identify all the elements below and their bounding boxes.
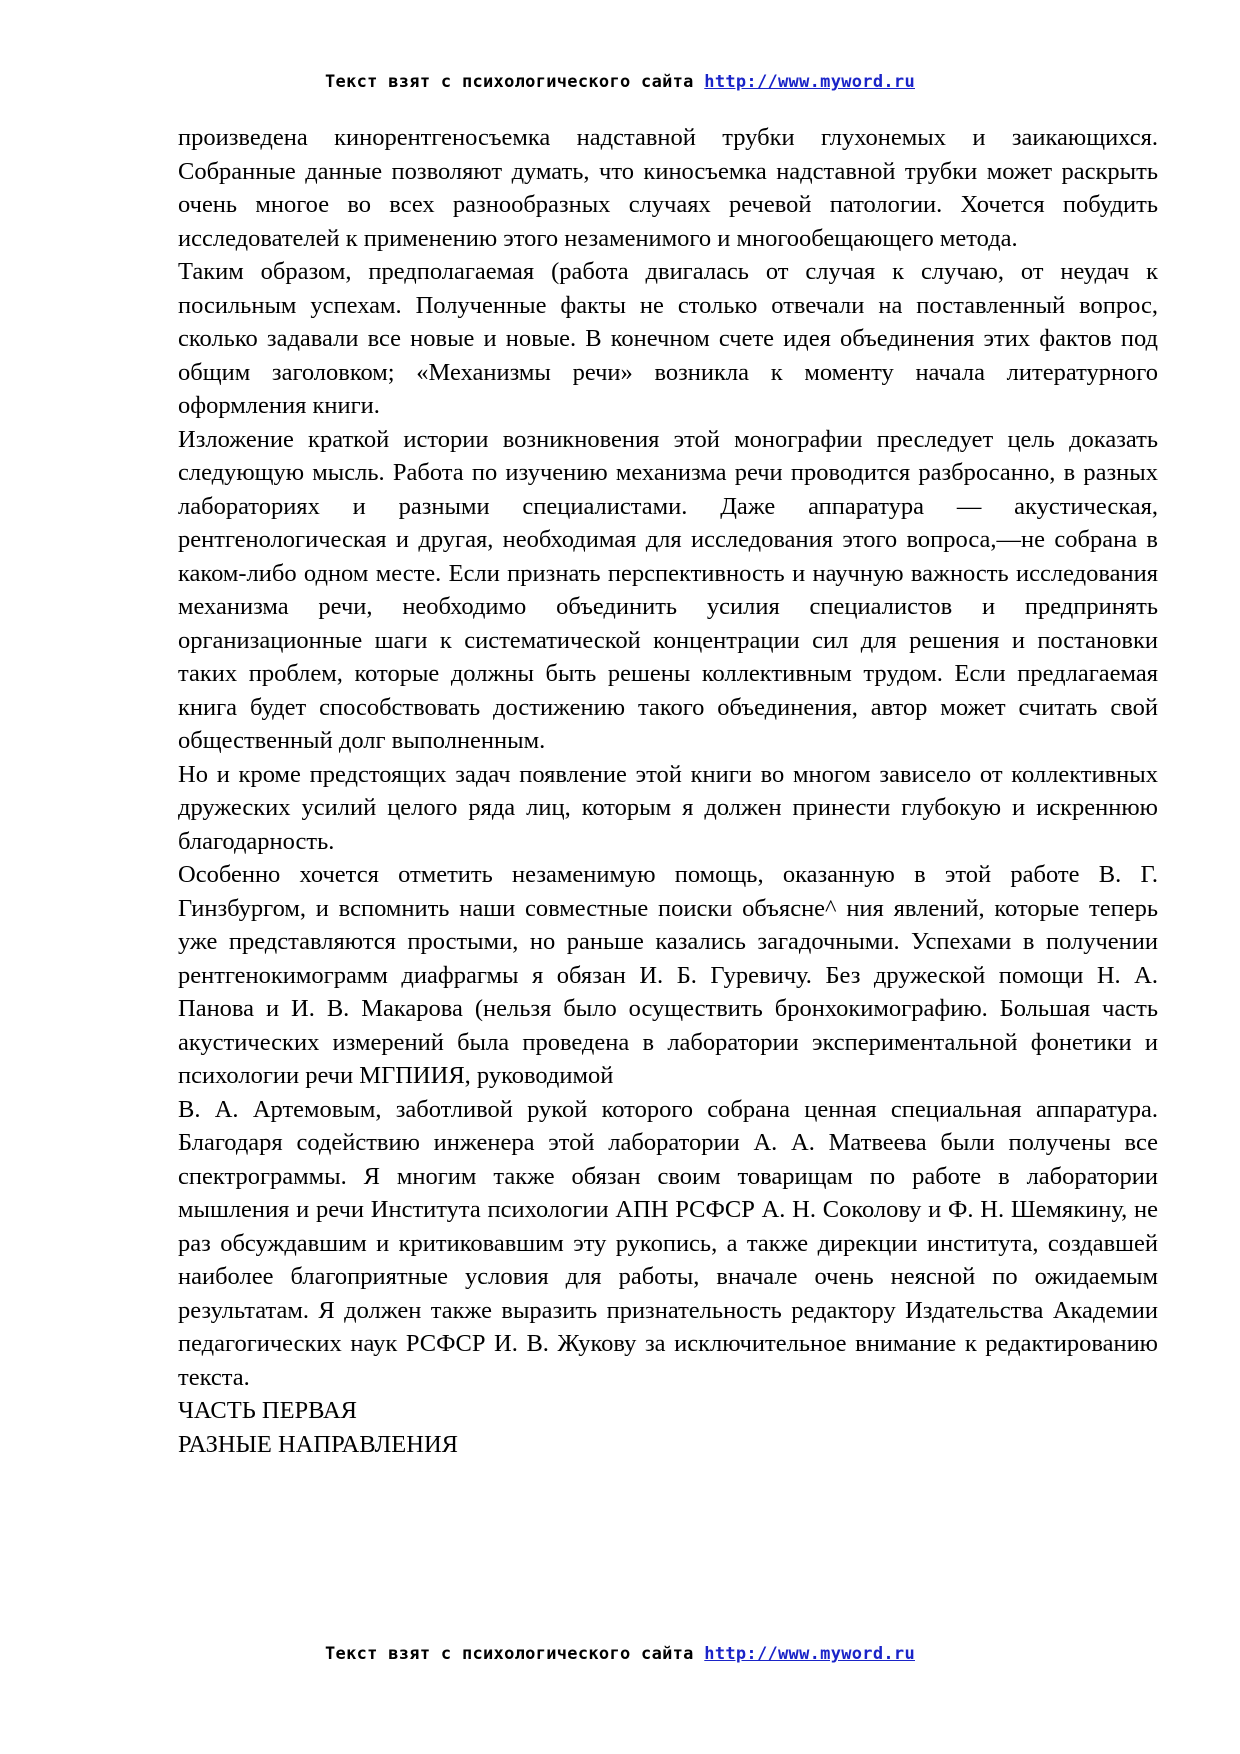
paragraph: Но и кроме предстоящих задач появление этой книги во многом зависело от коллективных дружеских усилий целого ряда лиц, которым я должен принести глубокую и искреннюю благодарность. <box>178 760 1158 855</box>
page-header <box>0 72 1240 92</box>
paragraph: Изложение краткой истории возникновения этой монографии преследует цель доказать следующую мысль. Работа по изучению механизма речи проводится разбросанно, в разных лабораториях и разными специалистами. Даже аппаратура — акустическая, рентгенологическая и другая, необходимая для исследования этого вопроса,—не собрана в каком-либо одном месте. Если признать перспективность и научную важность исследования механизма речи, необходимо объединить усилия специалистов и предпринять организационные шаги к систематической концентрации сил для решения и постановки таких проблем, которые должны быть решены коллективным трудом. Если предлагаемая книга будет способствовать достижению такого объединения, автор может считать свой общественный долг выполненным. <box>178 425 1158 754</box>
page-footer <box>0 1644 1240 1664</box>
header-source-text: Текст взят с психологического сайта <box>325 72 694 92</box>
paragraph: произведена кинорентгеносъемка надставной трубки глухонемых и заикающихся. Собранные данные позволяют думать, что киносъемка надставной трубки может раскрыть очень многое во всех разнообразных случаях речевой патологии. Хочется побудить исследователей к применению этого незаменимого и многообещающего метода. <box>178 124 1158 252</box>
paragraph: В. А. Артемовым, заботливой рукой которого собрана ценная специальная аппаратура. Благодаря содействию инженера этой лаборатории А. А. Матвеева были получены все спектрограммы. Я многим также обязан своим товарищам по работе в лаборатории мышления и речи Института психологии АПН РСФСР А. Н. Соколову и Ф. Н. Шемякину, не раз обсуждавшим и критиковавшим эту рукопись, а также дирекции института, создавшей наиболее благоприятные условия для работы, вначале очень неясной по ожидаемым результатам. Я должен также выразить признательность редактору Издательства Академии педагогических наук РСФСР И. В. Жукову за исключительное внимание к редактированию текста. <box>178 1095 1158 1391</box>
section-title: РАЗНЫЕ НАПРАВЛЕНИЯ <box>178 1430 458 1458</box>
part-title: ЧАСТЬ ПЕРВАЯ <box>178 1397 358 1424</box>
footer-source-text: Текст взят с психологического сайта <box>325 1644 694 1664</box>
document-body <box>178 121 1158 1461</box>
header-site-link[interactable]: http://www.myword.ru <box>704 72 915 92</box>
paragraph: Особенно хочется отметить незаменимую помощь, оказанную в этой работе В. Г. Гинзбургом, и вспомнить наши совместные поиски объясне^ ния явлений, которые теперь уже представляются простыми, но раньше казались загадочными. Успехами в получении рентгенокимограмм диафрагмы я обязан И. Б. Гуревичу. Без дружеской помощи Н. А. Панова и И. В. Макарова (нельзя было осуществить бронхокимографию. Большая часть акустических измерений была проведена в лаборатории экспериментальной фонетики и психологии речи МГПИИЯ, руководимой <box>178 861 1158 1089</box>
paragraph: Таким образом, предполагаемая (работа двигалась от случая к случаю, от неудач к посильным успехам. Полученные факты не столько отвечали на поставленный вопрос, сколько задавали все новые и новые. В конечном счете идея объединения этих фактов под общим заголовком; «Механизмы речи» возникла к моменту начала литературного оформления книги. <box>178 258 1158 419</box>
footer-site-link[interactable]: http://www.myword.ru <box>704 1644 915 1664</box>
